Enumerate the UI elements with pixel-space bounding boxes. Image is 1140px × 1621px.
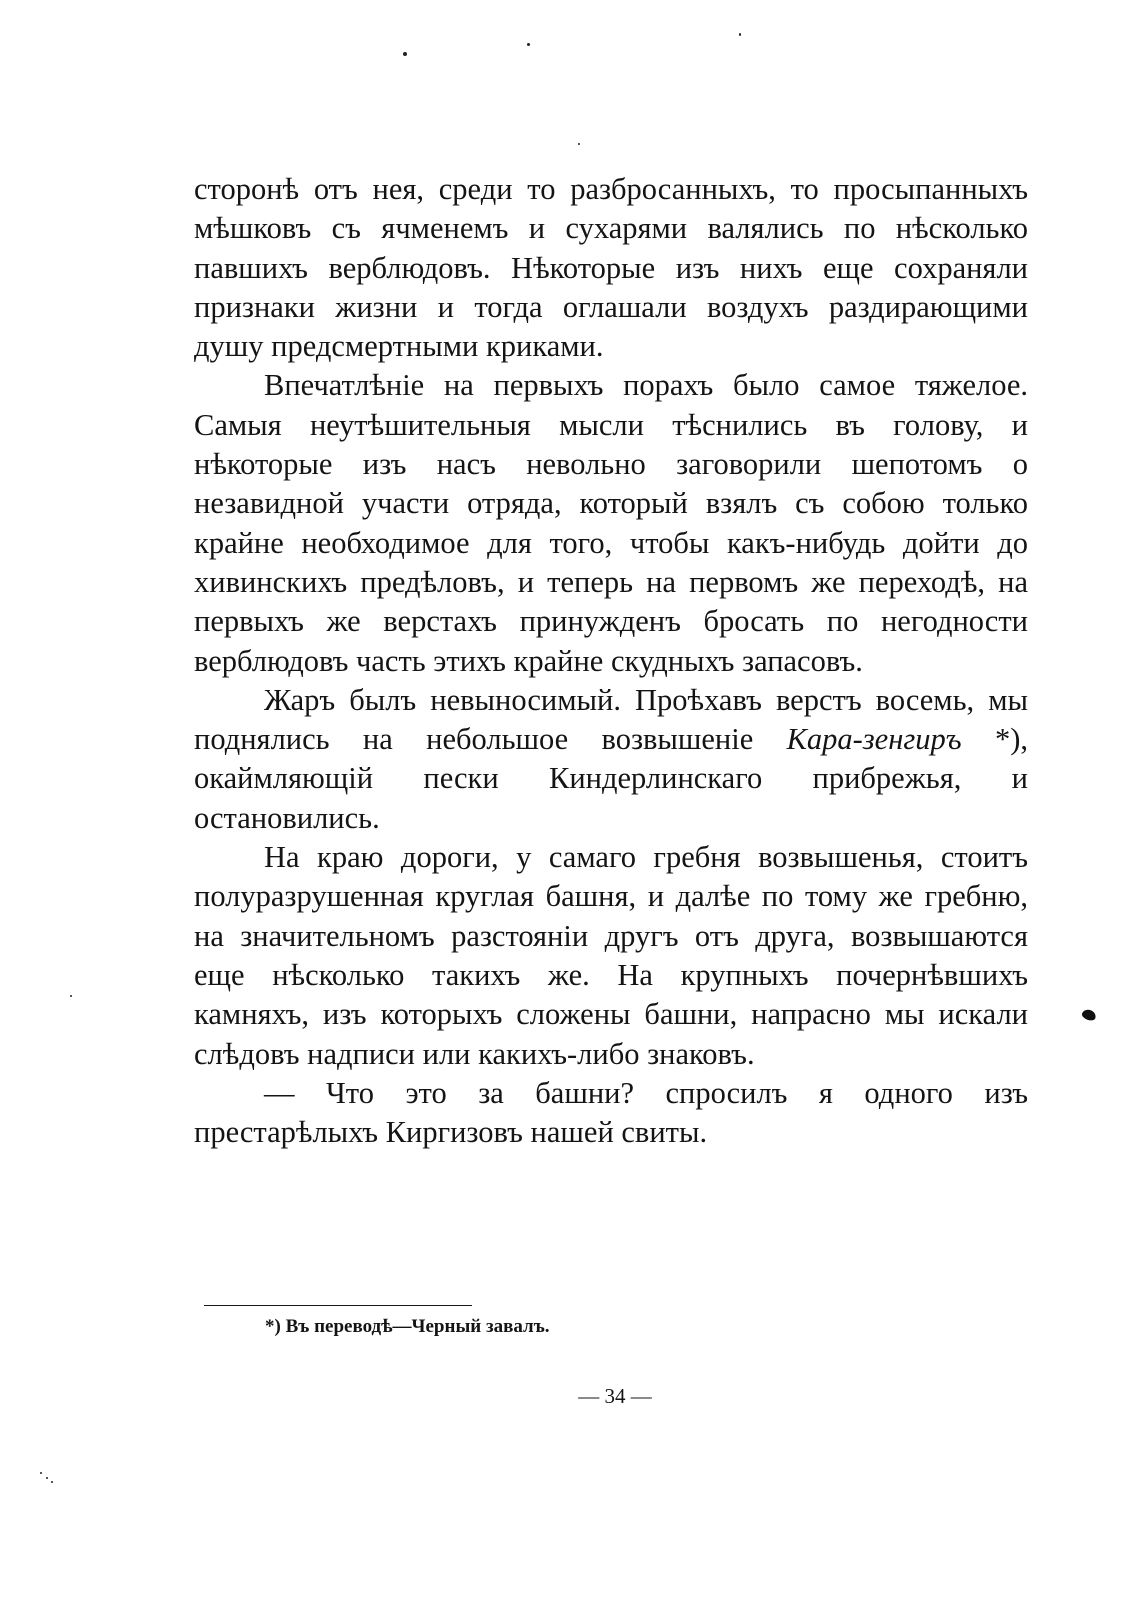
text-run: Жаръ былъ невыносимый. Проѣхавъ верстъ восемь, мы поднялись на небольшое возвышеніе (194, 682, 1028, 757)
text-run: На краю дороги, у самаго гребня возвышенья, стоитъ полуразрушенная круглая башня, и далѣе по тому же гребню, на значительномъ разстояніи другъ отъ друга, возвышаются еще нѣсколько такихъ же. На крупныхъ почернѣвшихъ камняхъ, изъ которыхъ сложены башни, напрасно мы искали слѣдовъ надписи или какихъ-либо знаковъ. (194, 840, 1028, 1071)
paragraph (194, 681, 1028, 838)
scan-speck (739, 33, 741, 36)
text-run: — Что это за башни? спросилъ я одного изъ престарѣлыхъ Киргизовъ нашей свиты. (194, 1075, 1028, 1150)
scan-speck (403, 52, 407, 56)
scan-speck (578, 143, 580, 145)
ink-blot (1081, 1008, 1098, 1022)
paragraph (194, 838, 1028, 1074)
text-run: *), окаймляющій пески Киндерлинскаго прибрежья, и остановились. (194, 722, 1028, 835)
text-run: Впечатлѣніе на первыхъ порахъ было самое тяжелое. Самыя неутѣшительныя мысли тѣснились въ голову, и нѣкоторые изъ насъ невольно заговорили шепотомъ о незавидной участи отряда, который взялъ съ собою только крайне необходимое для того, чтобы какъ-нибудь дойти до хивинскихъ предѣловъ, и теперь на первомъ же переходѣ, на первыхъ же верстахъ принужденъ бросать по негодности верблюдовъ часть этихъ крайне скудныхъ запасовъ. (194, 368, 1028, 678)
paragraph (194, 366, 1028, 680)
body-text (194, 170, 1028, 1152)
scan-speck (70, 995, 72, 997)
italic-place-name: Кара-зенгиръ (786, 722, 962, 757)
paragraph (194, 1074, 1028, 1153)
scan-speck (40, 1472, 42, 1474)
text-run: сторонѣ отъ нея, среди то разбросанныхъ, то просыпанныхъ мѣшковъ съ ячменемъ и сухарями валялись по нѣсколько павшихъ верблюдовъ. Нѣкоторые изъ нихъ еще сохраняли признаки жизни и тогда оглашали воздухъ раздирающими душу предсмертными криками. (194, 172, 1028, 364)
footnote: *) Въ переводѣ—Черный завалъ. (265, 1316, 550, 1337)
scan-speck (527, 43, 530, 46)
footnote-separator (204, 1305, 472, 1306)
scan-speck (46, 1477, 48, 1479)
scan-speck (51, 1481, 53, 1483)
page-number: — 34 — (578, 1384, 652, 1408)
paragraph (194, 170, 1028, 366)
